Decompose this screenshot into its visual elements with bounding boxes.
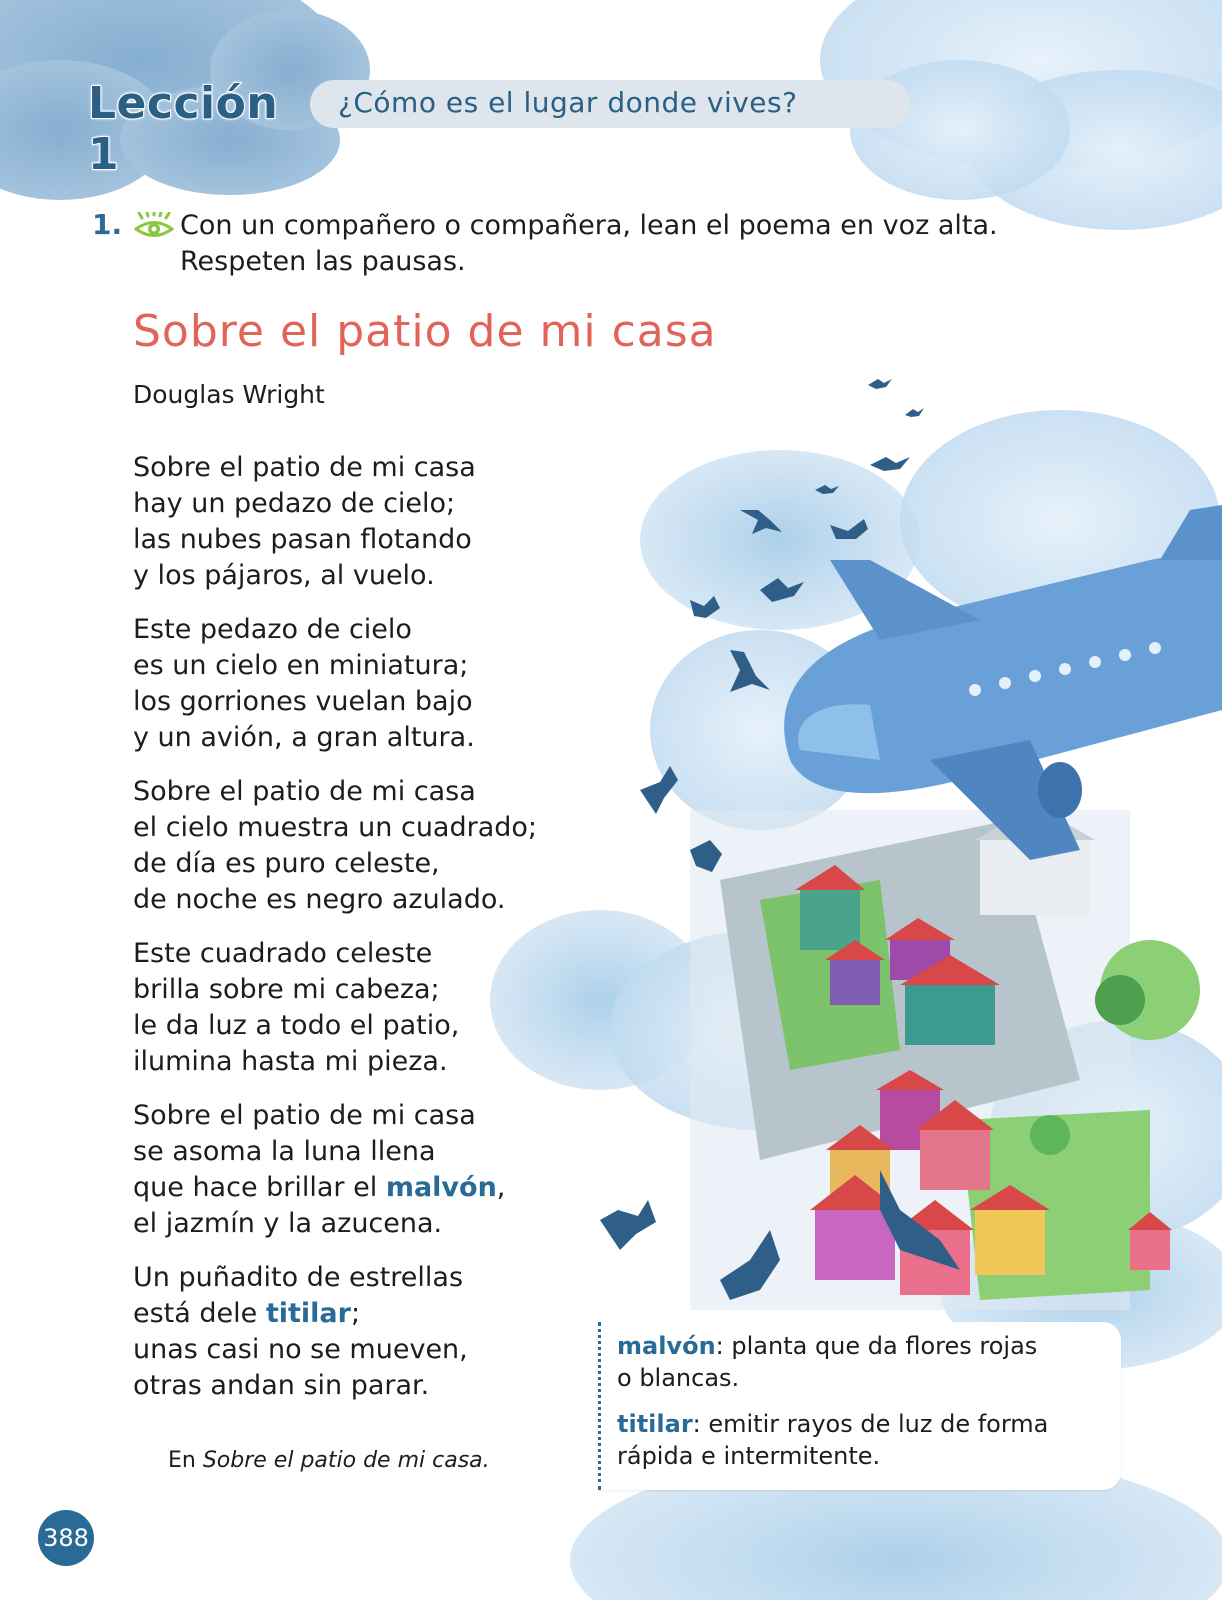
poem-line bbox=[133, 1170, 505, 1206]
source-title: Sobre el patio de mi casa. bbox=[202, 1448, 490, 1473]
poem-line: se asoma la luna llena bbox=[133, 1136, 436, 1167]
glossary-term: titilar bbox=[617, 1410, 693, 1438]
source-prefix: En bbox=[168, 1448, 203, 1473]
stanza-2 bbox=[133, 612, 475, 756]
poem-line: es un cielo en miniatura; bbox=[133, 650, 469, 681]
poem-line: Este cuadrado celeste bbox=[133, 938, 433, 969]
poem-punctuation: ; bbox=[350, 1298, 361, 1329]
poem-line: Sobre el patio de mi casa bbox=[133, 1100, 476, 1131]
poem-line: Un puñadito de estrellas bbox=[133, 1262, 464, 1293]
instruction-line-2: Respeten las pausas. bbox=[180, 246, 466, 277]
lesson-label: Lección 1 bbox=[88, 78, 279, 180]
glossary-word-titilar: titilar bbox=[265, 1298, 351, 1329]
poem-line: de noche es negro azulado. bbox=[133, 884, 506, 915]
poem-line: otras andan sin parar. bbox=[133, 1370, 430, 1401]
stanza-3 bbox=[133, 774, 537, 918]
glossary-definition: : planta que da flores rojas bbox=[715, 1332, 1038, 1360]
stanza-4 bbox=[133, 936, 459, 1080]
lesson-question: ¿Cómo es el lugar donde vives? bbox=[338, 86, 798, 119]
poem-line: el jazmín y la azucena. bbox=[133, 1208, 443, 1239]
glossary-word-malvon: malvón bbox=[385, 1172, 497, 1203]
glossary-entry-titilar bbox=[617, 1408, 1097, 1472]
poem-line: los gorriones vuelan bajo bbox=[133, 686, 473, 717]
poem-line: y un avión, a gran altura. bbox=[133, 722, 475, 753]
poem-line: Este pedazo de cielo bbox=[133, 614, 412, 645]
poem-line: el cielo muestra un cuadrado; bbox=[133, 812, 538, 843]
instruction-text bbox=[180, 208, 1140, 280]
instruction-line-1: Con un compañero o compañera, lean el poema en voz alta. bbox=[180, 210, 998, 241]
poem-line: Sobre el patio de mi casa bbox=[133, 776, 476, 807]
poem-punctuation: , bbox=[496, 1172, 506, 1203]
poem-author: Douglas Wright bbox=[133, 380, 325, 409]
glossary-definition: rápida e intermitente. bbox=[617, 1442, 881, 1470]
glossary-entry-malvon bbox=[617, 1330, 1097, 1394]
glossary-term: malvón bbox=[617, 1332, 716, 1360]
glossary-definition: : emitir rayos de luz de forma bbox=[692, 1410, 1049, 1438]
town-illustration bbox=[690, 805, 1200, 1310]
eye-icon bbox=[134, 212, 174, 240]
stanza-1 bbox=[133, 450, 476, 594]
poem-line: brilla sobre mi cabeza; bbox=[133, 974, 440, 1005]
poem-line: Sobre el patio de mi casa bbox=[133, 452, 476, 483]
instruction-number: 1. bbox=[92, 208, 123, 241]
poem-line: le da luz a todo el patio, bbox=[133, 1010, 460, 1041]
page-number: 388 bbox=[38, 1510, 94, 1566]
poem-line: ilumina hasta mi pieza. bbox=[133, 1046, 448, 1077]
poem-line-text: está dele bbox=[133, 1298, 266, 1329]
poem-line: hay un pedazo de cielo; bbox=[133, 488, 456, 519]
glossary-box bbox=[598, 1322, 1121, 1490]
poem-title: Sobre el patio de mi casa bbox=[133, 306, 717, 357]
poem-line: las nubes pasan flotando bbox=[133, 524, 472, 555]
poem-line-text: que hace brillar el bbox=[133, 1172, 386, 1203]
glossary-definition: o blancas. bbox=[617, 1364, 740, 1392]
poem-line: unas casi no se mueven, bbox=[133, 1334, 468, 1365]
poem-line: de día es puro celeste, bbox=[133, 848, 440, 879]
stanza-5 bbox=[133, 1098, 505, 1242]
poem-line: y los pájaros, al vuelo. bbox=[133, 560, 435, 591]
poem-line bbox=[133, 1296, 468, 1332]
poem-source bbox=[168, 1448, 490, 1473]
stanza-6 bbox=[133, 1260, 468, 1404]
